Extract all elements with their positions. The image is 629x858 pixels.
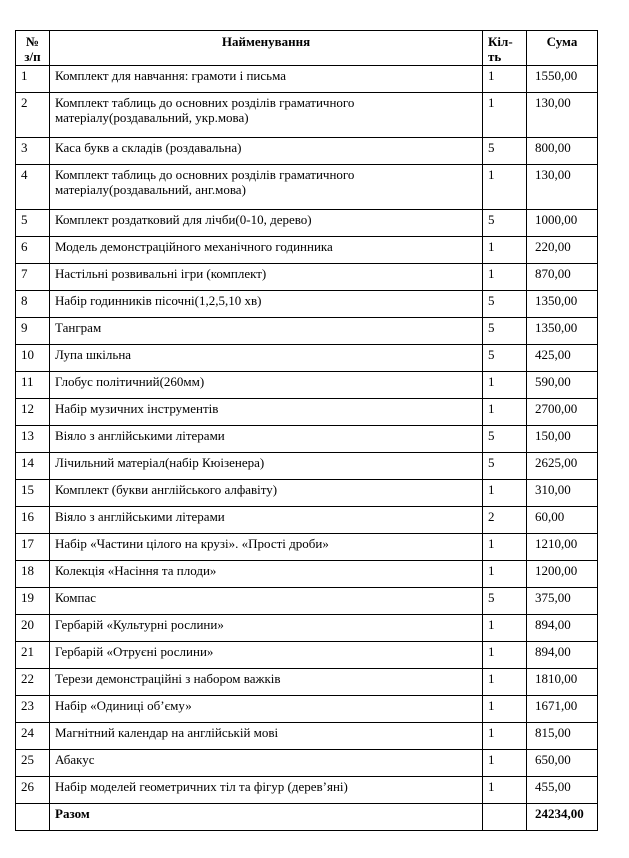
row-sum: 1350,00 [527,291,598,318]
row-name-text: Віяло з англійськими літерами [55,509,225,524]
row-sum: 894,00 [527,642,598,669]
table-row [16,561,598,588]
row-name-text: Набір годинників пісочні(1,2,5,10 хв) [55,293,262,308]
row-sum: 800,00 [527,138,598,165]
row-name [50,165,483,210]
row-name-text: Комплект таблиць до основних розділів граматичного матеріалу(роздавальний, укр.мова) [55,95,355,125]
header-qty: Кіл- ть [483,31,527,66]
row-number: 17 [16,534,50,561]
table-body [16,66,598,804]
row-name-text: Набір «Частини цілого на крузі». «Прості дроби» [55,536,329,551]
row-qty: 1 [483,642,527,669]
row-name [50,453,483,480]
table-row [16,291,598,318]
row-sum: 455,00 [527,777,598,804]
row-number: 24 [16,723,50,750]
table-row [16,777,598,804]
total-qty-cell [483,804,527,831]
row-name-text: Абакус [55,752,95,767]
row-number: 25 [16,750,50,777]
row-name-text: Настільні розвивальні ігри (комплект) [55,266,267,281]
table-row [16,93,598,138]
row-name [50,642,483,669]
row-number: 19 [16,588,50,615]
row-sum: 894,00 [527,615,598,642]
row-name [50,750,483,777]
table-row [16,723,598,750]
row-name-text: Терези демонстраційні з набором важків [55,671,281,686]
row-qty: 1 [483,696,527,723]
row-name-text: Гербарій «Культурні рослини» [55,617,224,632]
row-name [50,534,483,561]
row-name-text: Комплект (букви англійського алфавіту) [55,482,278,497]
row-name-text: Набір моделей геометричних тіл та фігур (дерев’яні) [55,779,348,794]
row-name [50,723,483,750]
table-row [16,588,598,615]
table-row [16,507,598,534]
row-qty: 1 [483,561,527,588]
row-name [50,66,483,93]
row-name-text: Набір музичних інструментів [55,401,219,416]
row-name-text: Модель демонстраційного механічного годинника [55,239,333,254]
row-sum: 150,00 [527,426,598,453]
row-sum: 1210,00 [527,534,598,561]
row-qty: 1 [483,669,527,696]
row-sum: 1671,00 [527,696,598,723]
row-name-text: Віяло з англійськими літерами [55,428,225,443]
row-qty: 5 [483,138,527,165]
row-name [50,372,483,399]
row-name [50,264,483,291]
row-sum: 815,00 [527,723,598,750]
table-row [16,165,598,210]
total-sum: 24234,00 [527,804,598,831]
row-name-text: Комплект для навчання: грамоти і письма [55,68,286,83]
row-qty: 1 [483,480,527,507]
row-sum: 130,00 [527,93,598,138]
table-row [16,480,598,507]
row-name-text: Компас [55,590,96,605]
row-name [50,561,483,588]
table-row [16,372,598,399]
row-name [50,615,483,642]
row-name [50,588,483,615]
row-sum: 425,00 [527,345,598,372]
row-name-text: Магнітний календар на англійській мові [55,725,279,740]
row-sum: 2700,00 [527,399,598,426]
table-row [16,345,598,372]
row-name [50,696,483,723]
row-qty: 1 [483,372,527,399]
row-number: 18 [16,561,50,588]
row-name [50,399,483,426]
row-number: 21 [16,642,50,669]
row-name-text: Гербарій «Отруєні рослини» [55,644,214,659]
table-row [16,426,598,453]
header-name: Найменування [50,31,483,66]
row-sum: 650,00 [527,750,598,777]
row-number: 9 [16,318,50,345]
row-qty: 1 [483,399,527,426]
row-name [50,345,483,372]
row-sum: 220,00 [527,237,598,264]
table-row [16,669,598,696]
row-qty: 5 [483,588,527,615]
row-number: 15 [16,480,50,507]
row-sum: 130,00 [527,165,598,210]
row-sum: 60,00 [527,507,598,534]
row-name-text: Колекція «Насіння та плоди» [55,563,217,578]
row-number: 23 [16,696,50,723]
table-row [16,237,598,264]
row-qty: 1 [483,237,527,264]
table-row [16,138,598,165]
row-qty: 1 [483,93,527,138]
row-qty: 1 [483,750,527,777]
row-sum: 1200,00 [527,561,598,588]
row-qty: 2 [483,507,527,534]
row-qty: 1 [483,66,527,93]
row-qty: 1 [483,534,527,561]
row-qty: 1 [483,264,527,291]
row-number: 10 [16,345,50,372]
row-name-text: Лупа шкільна [55,347,132,362]
row-qty: 5 [483,291,527,318]
row-qty: 1 [483,615,527,642]
total-label: Разом [50,804,483,831]
row-number: 4 [16,165,50,210]
table-row [16,399,598,426]
row-name [50,318,483,345]
row-number: 11 [16,372,50,399]
table-row [16,642,598,669]
row-name [50,138,483,165]
row-sum: 1810,00 [527,669,598,696]
row-name [50,480,483,507]
row-number: 26 [16,777,50,804]
row-qty: 5 [483,318,527,345]
row-name [50,210,483,237]
total-num-cell [16,804,50,831]
row-name [50,507,483,534]
table-header-row [16,31,598,66]
row-number: 8 [16,291,50,318]
table-row [16,534,598,561]
row-sum: 1350,00 [527,318,598,345]
row-name-text: Глобус політичний(260мм) [55,374,205,389]
row-number: 22 [16,669,50,696]
total-row [16,804,598,831]
row-number: 12 [16,399,50,426]
inventory-table [15,30,598,831]
row-name-text: Каса букв а складів (роздавальна) [55,140,242,155]
row-sum: 2625,00 [527,453,598,480]
row-number: 6 [16,237,50,264]
row-sum: 590,00 [527,372,598,399]
row-name [50,93,483,138]
row-name-text: Лічильний матеріал(набір Кюізенера) [55,455,265,470]
row-number: 16 [16,507,50,534]
row-number: 5 [16,210,50,237]
row-number: 13 [16,426,50,453]
row-qty: 5 [483,345,527,372]
table-row [16,66,598,93]
row-name [50,777,483,804]
table-row [16,750,598,777]
row-name-text: Набір «Одиниці об’єму» [55,698,192,713]
row-name [50,237,483,264]
row-number: 7 [16,264,50,291]
table-row [16,615,598,642]
row-name-text: Танграм [55,320,102,335]
row-number: 20 [16,615,50,642]
header-sum: Сума [527,31,598,66]
row-qty: 5 [483,426,527,453]
header-num: № з/п [16,31,50,66]
row-sum: 1550,00 [527,66,598,93]
row-qty: 1 [483,777,527,804]
table-row [16,318,598,345]
row-sum: 375,00 [527,588,598,615]
row-qty: 5 [483,210,527,237]
row-name-text: Комплект роздатковий для лічби(0-10, дерево) [55,212,312,227]
row-number: 2 [16,93,50,138]
row-name [50,669,483,696]
table-row [16,210,598,237]
row-name-text: Комплект таблиць до основних розділів граматичного матеріалу(роздавальний, анг.мова) [55,167,355,197]
row-sum: 1000,00 [527,210,598,237]
table-row [16,696,598,723]
row-qty: 1 [483,165,527,210]
row-qty: 1 [483,723,527,750]
row-number: 1 [16,66,50,93]
table-row [16,264,598,291]
row-number: 14 [16,453,50,480]
row-name [50,291,483,318]
row-sum: 870,00 [527,264,598,291]
row-qty: 5 [483,453,527,480]
row-sum: 310,00 [527,480,598,507]
table-row [16,453,598,480]
row-number: 3 [16,138,50,165]
row-name [50,426,483,453]
